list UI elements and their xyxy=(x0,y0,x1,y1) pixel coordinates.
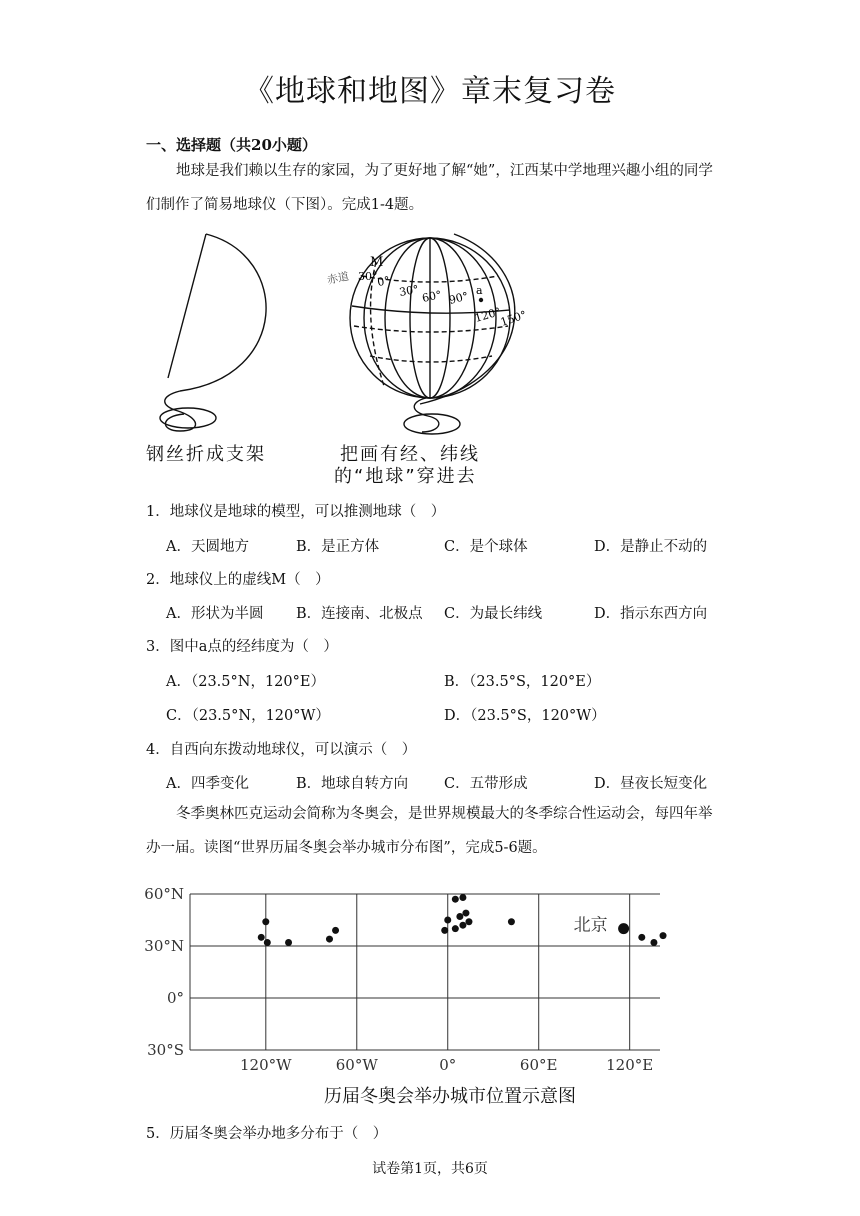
question-1-stem: 1．地球仪是地球的模型，可以推测地球（ ） xyxy=(146,504,446,520)
host-city-point xyxy=(264,939,271,946)
annotation-beijing: 北京 xyxy=(573,915,608,936)
section-heading: 一、选择题（共20小题） xyxy=(146,136,317,154)
chart-title: 历届冬奥会举办城市位置示意图 xyxy=(324,1086,576,1107)
chart-x-tick-label: 120°E xyxy=(606,1056,654,1074)
intro-paragraph-2 xyxy=(146,797,726,865)
q3-option-c[interactable]: C．（23.5°N，120°W） xyxy=(166,708,330,724)
host-city-point xyxy=(452,896,459,903)
q4-option-a[interactable]: A．四季变化 xyxy=(166,776,249,792)
label-lat-30: 30° xyxy=(358,270,378,283)
host-city-point xyxy=(638,934,645,941)
host-city-point xyxy=(258,934,265,941)
host-city-point xyxy=(444,917,451,924)
host-city-point xyxy=(452,925,459,932)
globe-longitude-label: 0° xyxy=(376,273,391,289)
label-M: M xyxy=(370,255,384,270)
question-2-stem: 2．地球仪上的虚线M（ ） xyxy=(146,572,330,588)
host-city-point xyxy=(660,932,667,939)
globe-longitude-label: 30° xyxy=(398,282,420,299)
wire-frame-arc xyxy=(180,234,266,391)
question-4-stem: 4．自西向东拨动地球仪，可以演示（ ） xyxy=(146,742,417,758)
host-city-point xyxy=(459,894,466,901)
label-a: a xyxy=(476,284,483,297)
q4-option-c[interactable]: C．五带形成 xyxy=(444,776,528,792)
globe-longitude-label: 150° xyxy=(498,308,529,329)
host-city-point xyxy=(285,939,292,946)
host-city-point-beijing xyxy=(618,923,629,934)
host-city-point xyxy=(508,918,515,925)
caption-globe-line2: 的“地球”穿进去 xyxy=(334,466,477,487)
chart-y-tick-label: 30°N xyxy=(144,937,184,955)
q2-option-d[interactable]: D．指示东西方向 xyxy=(594,606,708,622)
q2-option-b[interactable]: B．连接南、北极点 xyxy=(296,606,423,622)
globe-longitude-label: 60° xyxy=(420,288,443,305)
q4-option-d[interactable]: D．昼夜长短变化 xyxy=(594,776,708,792)
q1-option-a[interactable]: A．天圆地方 xyxy=(166,539,249,555)
host-city-point xyxy=(441,927,448,934)
wire-frame-axis xyxy=(168,234,206,378)
intro-paragraph-1 xyxy=(146,154,726,222)
host-city-point xyxy=(456,913,463,920)
label-equator: 赤道 xyxy=(325,269,351,287)
caption-globe-line1: 把画有经、纬线 xyxy=(340,444,480,465)
point-a xyxy=(479,298,483,302)
q3-option-d[interactable]: D．（23.5°S，120°W） xyxy=(444,708,606,724)
host-city-point xyxy=(332,927,339,934)
q1-option-b[interactable]: B．是正方体 xyxy=(296,539,380,555)
chart-x-tick-label: 0° xyxy=(439,1056,457,1074)
host-city-point xyxy=(462,910,469,917)
globe-longitude-label: 90° xyxy=(447,289,470,307)
q1-option-d[interactable]: D．是静止不动的 xyxy=(594,539,708,555)
parallel xyxy=(354,326,508,332)
page-title: 《地球和地图》章末复习卷 xyxy=(244,74,616,109)
page-footer: 试卷第1页，共6页 xyxy=(372,1161,488,1177)
q2-option-a[interactable]: A．形状为半圆 xyxy=(166,606,264,622)
q1-option-c[interactable]: C．是个球体 xyxy=(444,539,528,555)
q2-option-c[interactable]: C．为最长纬线 xyxy=(444,606,543,622)
intro-1-text: 地球是我们赖以生存的家园，为了更好地了解“她”，江西某中学地理兴趣小组的同学们制作了简易地球仪（下图）。完成1-4题。 xyxy=(146,163,713,213)
q3-option-a[interactable]: A．（23.5°N，120°E） xyxy=(166,674,325,690)
question-3-stem: 3．图中a点的经纬度为（ ） xyxy=(146,639,338,655)
host-city-point xyxy=(326,936,333,943)
olympics-map-chart xyxy=(140,872,670,1112)
host-city-point xyxy=(262,918,269,925)
chart-x-tick-label: 60°E xyxy=(519,1056,558,1074)
chart-y-tick-label: 0° xyxy=(166,989,184,1007)
intro-2-text: 冬季奥林匹克运动会简称为冬奥会，是世界规模最大的冬季综合性运动会，每四年举办一届。读图“世界历届冬奥会举办城市分布图”，完成5-6题。 xyxy=(146,806,713,856)
q3-option-b[interactable]: B．（23.5°S，120°E） xyxy=(444,674,601,690)
q4-option-b[interactable]: B．地球自转方向 xyxy=(296,776,409,792)
chart-x-tick-label: 120°W xyxy=(240,1056,292,1074)
question-5-stem: 5．历届冬奥会举办地多分布于（ ） xyxy=(146,1126,388,1142)
chart-y-tick-label: 30°S xyxy=(147,1041,184,1059)
caption-wire-frame: 钢丝折成支架 xyxy=(146,444,266,465)
host-city-point xyxy=(465,918,472,925)
host-city-point xyxy=(459,922,466,929)
chart-y-tick-label: 60°N xyxy=(144,885,184,903)
host-city-point xyxy=(650,939,657,946)
parallel xyxy=(370,356,492,362)
chart-x-tick-label: 60°W xyxy=(335,1056,378,1074)
globe-longitude-label: 120° xyxy=(473,305,503,325)
